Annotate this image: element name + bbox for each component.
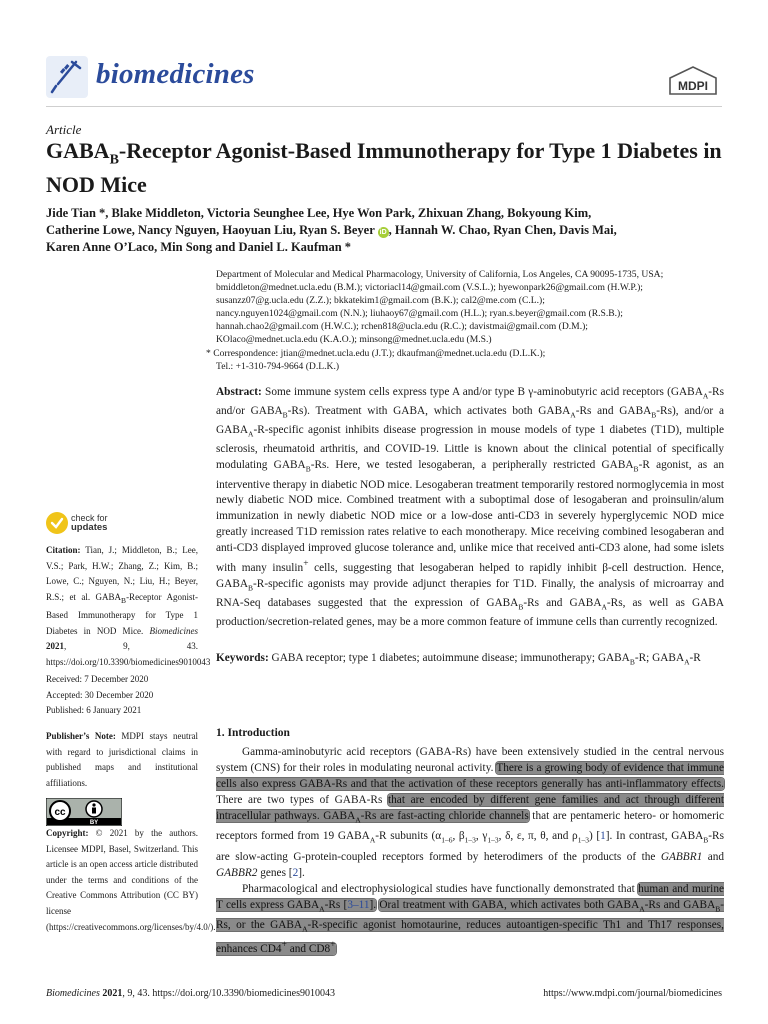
phone-line: Tel.: +1-310-794-9664 (D.L.K.) — [216, 360, 340, 372]
received-date: Received: 7 December 2020 — [46, 674, 149, 684]
header-divider — [46, 106, 722, 107]
orcid-icon[interactable]: iD — [379, 229, 387, 236]
section-heading: 1. Introduction — [216, 727, 290, 739]
publisher-note: Publisher’s Note: MDPI stays neutral with regard to jurisdictional claims in published maps and institutional affiliations. — [46, 731, 198, 788]
affiliation-block — [206, 268, 726, 373]
accepted-date: Accepted: 30 December 2020 — [46, 689, 154, 700]
cc-mark: cc — [54, 807, 66, 818]
author-line: Karen Anne O’Laco, Min Song and Daniel L. Kaufman * — [46, 240, 352, 254]
correspondence-line: * Correspondence: jtian@mednet.ucla.edu (J.T.); dkaufman@mednet.ucla.edu (D.L.K.); — [206, 347, 546, 359]
check-for-updates-icon[interactable] — [46, 512, 68, 534]
mdpi-logo-icon — [666, 64, 720, 98]
reference-link[interactable]: 1 — [600, 830, 606, 843]
cc-by-license-icon[interactable] — [46, 798, 122, 826]
abstract: Abstract: Some immune system cells express type A and/or type B γ-aminobutyric acid receptors ($GABA_A-Rs$ and/or $GABA_B-Rs$). Treatment with GABA, which activates both $GABA_A-Rs$ and $GABA_B-Rs$), and/or a $GABA_A-R$-specific agonist inhibits disease progression in mouse models of type 1 diabetes (T1D), multiple sclerosis, rheumatoid arthritis, and COVID-19. Little is known about the clinical potential of specifically modulating $GABA_B-Rs$. Here, we tested lesogaberan, a peripherally restricted $GABA_B-R$ agonist, as an interventive therapy in diabetic NOD mice. Lesogaberan treatment temporarily restored normoglycemia in most newly diabetic NOD mice. Combined treatment with a suboptimal dose of lesogaberan and proinsulin/alum immunization in newly diabetic NOD mice or a low-dose anti-CD3 in severely hyperglycemic NOD mice greatly increased T1D remission rates relative to each monotherapy. Mice receiving combined lesogaberan and anti-CD3 displayed improved glucose tolerance and, unlike mice that received anti-CD3 alone, had some islets with many insulin+ cells, suggesting that lesogaberan helped to rapidly inhibit β-cell destruction. Hence, $GABA_B-R$-specific agonists may provide adjunct therapies for T1D. Finally, the analysis of microarray and RNA-Seq databases suggested that the expression of $GABA_B-Rs$ and $GABA_A-Rs$, as well as GABA production/secretion-related genes, may be a more common feature of immune cells than currently recognized. — [216, 386, 724, 629]
author-line: Jide Tian *, Blake Middleton, Victoria Seunghee Lee, Hye Won Park, Zhixuan Zhang, Bokyoung Kim, — [46, 206, 592, 220]
affiliation-line: bmiddleton@mednet.ucla.edu (B.M.); victoriacl14@gmail.com (V.S.L.); hyewonpark26@gmail.com (H.W.P.); — [216, 282, 643, 294]
article-type: Article — [46, 122, 82, 137]
affiliation-line: Department of Molecular and Medical Pharmacology, University of California, Los Angeles, CA 90095-1735, USA; — [216, 269, 664, 280]
mdpi-logo-text: MDPI — [678, 79, 708, 93]
dates-block — [46, 672, 198, 719]
affiliation-line: susanzz07@g.ucla.edu (Z.Z.); bkkatekim1@gmail.com (B.K.); cal2@me.com (C.L.); — [216, 295, 545, 307]
footer-journal-url[interactable]: https://www.mdpi.com/journal/biomedicines — [543, 988, 722, 999]
copyright-block: Copyright: © 2021 by the authors. Licensee MDPI, Basel, Switzerland. This article is an open access article distributed under the terms and conditions of the Creative Commons Attribution (CC BY) license (https://creativecommons.org/licenses/by/4.0/). — [46, 828, 216, 932]
by-mark: BY — [89, 820, 99, 826]
introduction-body — [216, 744, 724, 957]
intro-paragraph: Gamma-aminobutyric acid receptors (GABA-Rs) have been extensively studied in the central nervous system (CNS) for their roles in modulating neuronal activity. There is a growing body of evidence that immune cells also express GABA-Rs and that the activation of these receptors generally has anti-inflammatory effects. There are two types of GABA-Rs that are encoded by different gene families and act through different intracellular pathways. $GABA_A-Rs$ are fast-acting chloride channels that are pentameric hetero- or homomeric receptors formed from 19 $GABA_A-R$ subunits ($\alpha_{1-6}$, $\beta_{1-3}$, $\gamma_{1-3}$, δ, ε, π, θ, and $\rho_{1-3}$) [1]. In contrast, $GABA_B-Rs$ are slow-acting G-protein-coupled receptors formed by heterodimers of the products of the GABBR1 and GABBR2 genes [2]. — [216, 746, 725, 879]
reference-link[interactable]: 3–11 — [347, 898, 370, 911]
author-list — [46, 205, 722, 256]
author-line: Catherine Lowe, Nancy Nguyen, Haoyuan Liu, Ryan S. Beyer iD , Hannah W. Chao, Ryan Chen, Davis Mai, — [46, 223, 617, 237]
affiliation-line: hannah.chao2@gmail.com (H.W.C.); rchen818@ucla.edu (R.C.); davistmai@gmail.com (D.M.); — [216, 321, 588, 333]
intro-paragraph: Pharmacological and electrophysiological studies have functionally demonstrated that human and murine T cells express $GABA_A-Rs$ [3–11]. Oral treatment with GABA, which activates both $GABA_A-Rs$ and $GABA_B-Rs$, or the $GABA_A-R$-specific agonist homotaurine, reduces autoantigen-specific Th1 and Th17 responses, enhances CD4+ and CD8+ — [216, 882, 725, 955]
highlight: human and murine T cells express $GABA_A-Rs$ [3–11]. — [216, 882, 724, 913]
footer-citation: Biomedicines 2021, 9, 43. https://doi.org/10.3390/biomedicines9010043 — [46, 988, 335, 999]
check-for-updates-label[interactable]: check for — [71, 513, 108, 523]
reference-link[interactable]: 2 — [292, 866, 299, 879]
journal-logo-icon — [46, 56, 88, 98]
highlight: that are encoded by different gene families and act through different intracellular pathways. $GABA_A-Rs$ are fast-acting chloride channels — [216, 794, 725, 825]
check-for-updates-label-bold[interactable]: updates — [71, 522, 108, 533]
journal-name: biomedicines — [96, 58, 255, 90]
highlight: There is a growing body of evidence that immune cells also express GABA-Rs and that the activation of these receptors generally has anti-inflammatory effects. — [216, 762, 724, 790]
keywords: Keywords: GABA receptor; type 1 diabetes; autoimmune disease; immunotherapy; $GABA_B-R$; $GABA_A-R$ — [216, 652, 701, 667]
article-title: $GABA_B$-Receptor Agonist-Based Immunotherapy for Type 1 Diabetes in NOD Mice — [46, 138, 722, 198]
highlight: Oral treatment with GABA, which activates both $GABA_A-Rs$ and $GABA_B-Rs$, or the $GABA_A-R$-specific agonist homotaurine, reduces autoantigen-specific Th1 and Th17 responses, enhances CD4+ and CD8+ — [216, 898, 725, 955]
published-date: Published: 6 January 2021 — [46, 705, 142, 715]
affiliation-line: nancy.nguyen1024@gmail.com (N.N.); liuhaoy67@gmail.com (H.L.); ryan.s.beyer@gmail.com (R.S.B.); — [216, 308, 623, 320]
citation-block: Citation: Tian, J.; Middleton, B.; Lee, V.S.; Park, H.W.; Zhang, Z.; Kim, B.; Lowe, C.; Nguyen, N.; Liu, H.; Beyer, R.S.; et al. $GABA_B$-Receptor Agonist-Based Immunotherapy for Type 1 Diabetes in NOD Mice. Biomedicines 2021, 9, 43. https://doi.org/10.3390/biomedicines9010043 — [46, 545, 211, 667]
affiliation-line: KOlaco@mednet.ucla.edu (K.A.O.); minsong@mednet.ucla.edu (M.S.) — [216, 334, 492, 346]
